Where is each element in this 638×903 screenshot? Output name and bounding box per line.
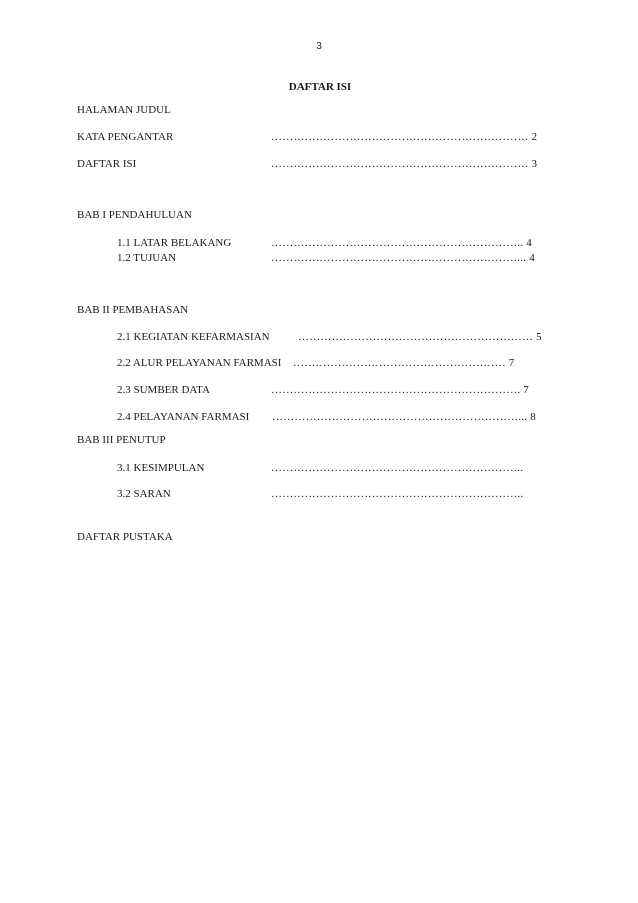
toc-entry-kata-pengantar: KATA PENGANTAR — [77, 131, 174, 143]
toc-leader-kata-pengantar: …………………………………………………………… 2 — [271, 131, 538, 143]
toc-leader-1-1: ………………………………………………………….. 4 — [271, 237, 532, 249]
toc-leader-3-1: ………………………………………………………….. — [271, 462, 524, 474]
toc-leader-2-4: …………………………………………………………... 8 — [272, 411, 536, 423]
toc-entry-daftar-pustaka: DAFTAR PUSTAKA — [77, 531, 173, 543]
page-number: 3 — [316, 41, 322, 52]
toc-leader-1-2: …………………………………………………………... 4 — [271, 252, 535, 264]
toc-chapter-bab-2: BAB II PEMBAHASAN — [77, 304, 189, 316]
toc-leader-2-3: …………………………………………………………. 7 — [271, 384, 529, 396]
toc-entry-3-1: 3.1 KESIMPULAN — [117, 462, 205, 474]
toc-entry-3-2: 3.2 SARAN — [117, 488, 171, 500]
toc-entry-2-1: 2.1 KEGIATAN KEFARMASIAN — [117, 331, 270, 343]
toc-leader-2-1: ……………………………………………………… 5 — [298, 331, 542, 343]
toc-entry-2-2: 2.2 ALUR PELAYANAN FARMASI — [117, 357, 282, 369]
page-title: DAFTAR ISI — [288, 81, 352, 93]
toc-entry-1-2: 1.2 TUJUAN — [117, 252, 177, 264]
toc-entry-1-1: 1.1 LATAR BELAKANG — [117, 237, 232, 249]
toc-chapter-bab-1: BAB I PENDAHULUAN — [77, 209, 192, 221]
toc-entry-daftar-isi: DAFTAR ISI — [77, 158, 137, 170]
toc-leader-daftar-isi: …………………………………………………………… 3 — [271, 158, 538, 170]
toc-entry-2-3: 2.3 SUMBER DATA — [117, 384, 210, 396]
toc-entry-2-4: 2.4 PELAYANAN FARMASI — [117, 411, 250, 423]
toc-entry-halaman-judul: HALAMAN JUDUL — [77, 104, 171, 116]
toc-leader-2-2: ………………………………………………… 7 — [293, 357, 515, 369]
toc-leader-3-2: ………………………………………………………….. — [271, 488, 524, 500]
toc-chapter-bab-3: BAB III PENUTUP — [77, 434, 166, 446]
